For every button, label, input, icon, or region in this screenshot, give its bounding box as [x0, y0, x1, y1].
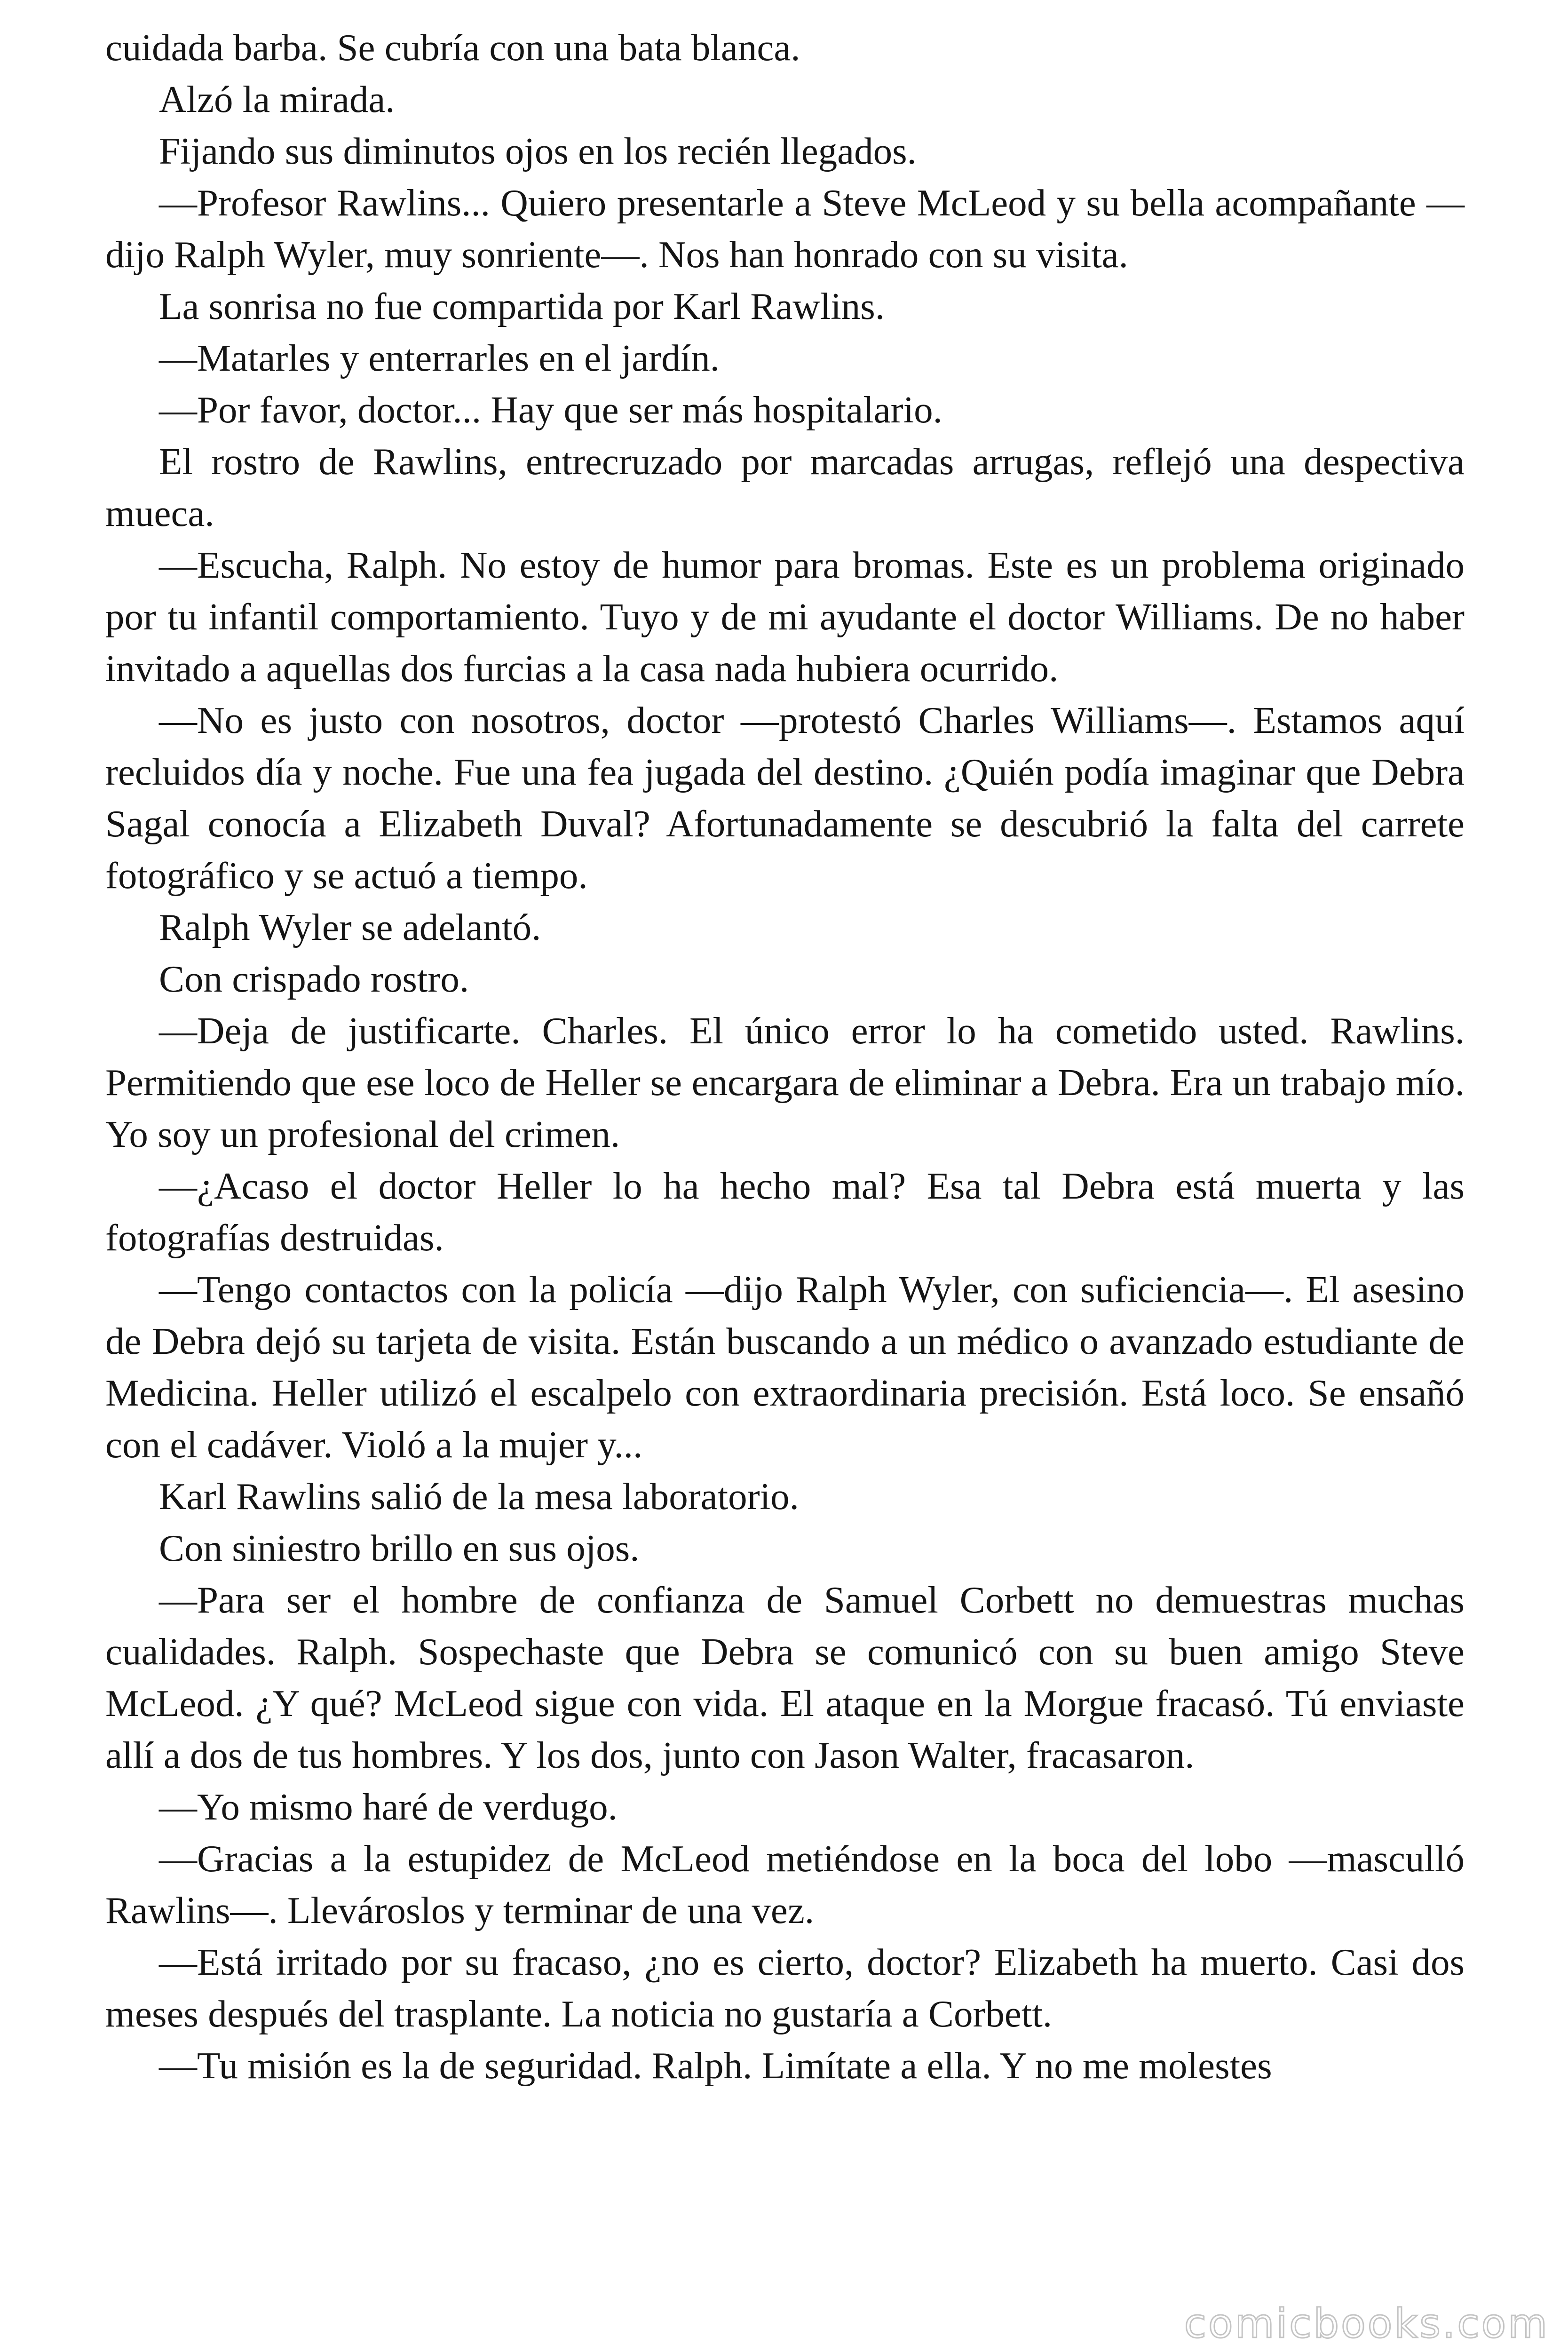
- paragraph-4: —Profesor Rawlins... Quiero presentarle a Steve McLeod y su bella acompañante —dijo Ralph Wyler, muy sonriente—. Nos han honrado con su visita.: [105, 182, 1465, 276]
- paragraph-10: —No es justo con nosotros, doctor —protestó Charles Williams—. Estamos aquí recluidos día y noche. Fue una fea jugada del destino. ¿Quién podía imaginar que Debra Sagal conocía a Elizabeth Duval? Afortunadamente se descubrió la falta del carrete fotográfico y se actuó a tiempo.: [105, 699, 1465, 897]
- paragraph-21: —Está irritado por su fracaso, ¿no es cierto, doctor? Elizabeth ha muerto. Casi dos meses después del trasplante. La noticia no gustaría a Corbett.: [105, 1941, 1465, 2035]
- paragraph-19: —Yo mismo haré de verdugo.: [159, 1786, 618, 1828]
- paragraph-5: La sonrisa no fue compartida por Karl Rawlins.: [159, 285, 885, 327]
- paragraph-2: Alzó la mirada.: [159, 78, 395, 120]
- paragraph-22: —Tu misión es la de seguridad. Ralph. Limítate a ella. Y no me molestes: [159, 2044, 1272, 2087]
- paragraph-17: Con siniestro brillo en sus ojos.: [159, 1527, 640, 1569]
- paragraph-8: El rostro de Rawlins, entrecruzado por marcadas arrugas, reflejó una despectiva mueca.: [105, 440, 1465, 534]
- watermark-logo: comicbooks.com: [1184, 2300, 1549, 2347]
- paragraph-1: cuidada barba. Se cubría con una bata blanca.: [105, 26, 800, 69]
- paragraph-15: —Tengo contactos con la policía —dijo Ralph Wyler, con suficiencia—. El asesino de Debra dejó su tarjeta de visita. Están buscando a un médico o avanzado estudiante de Medicina. Heller utilizó el escalpelo con extraordinaria precisión. Está loco. Se ensañó con el cadáver. Violó a la mujer y...: [105, 1268, 1465, 1466]
- paragraph-7: —Por favor, doctor... Hay que ser más hospitalario.: [159, 389, 942, 431]
- paragraph-12: Con crispado rostro.: [159, 958, 469, 1000]
- paragraph-13: —Deja de justificarte. Charles. El único error lo ha cometido usted. Rawlins. Permitiendo que ese loco de Heller se encargara de eliminar a Debra. Era un trabajo mío. Yo soy un profesional del crimen.: [105, 1009, 1465, 1155]
- paragraph-9: —Escucha, Ralph. No estoy de humor para bromas. Este es un problema originado por tu infantil comportamiento. Tuyo y de mi ayudante el doctor Williams. De no haber invitado a aquellas dos furcias a la casa nada hubiera ocurrido.: [105, 544, 1465, 690]
- paragraph-3: Fijando sus diminutos ojos en los recién llegados.: [159, 130, 917, 172]
- paragraph-14: —¿Acaso el doctor Heller lo ha hecho mal? Esa tal Debra está muerta y las fotografías destruidas.: [105, 1165, 1465, 1259]
- paragraph-6: —Matarles y enterrarles en el jardín.: [159, 337, 720, 379]
- paragraph-11: Ralph Wyler se adelantó.: [159, 906, 541, 948]
- paragraph-16: Karl Rawlins salió de la mesa laboratorio.: [159, 1475, 799, 1518]
- paragraph-20: —Gracias a la estupidez de McLeod metiéndose en la boca del lobo —masculló Rawlins—. Llevároslos y terminar de una vez.: [105, 1837, 1465, 1931]
- book-page-text: [105, 22, 1465, 2091]
- paragraph-18: —Para ser el hombre de confianza de Samuel Corbett no demuestras muchas cualidades. Ralph. Sospechaste que Debra se comunicó con su buen amigo Steve McLeod. ¿Y qué? McLeod sigue con vida. El ataque en la Morgue fracasó. Tú enviaste allí a dos de tus hombres. Y los dos, junto con Jason Walter, fracasaron.: [105, 1579, 1465, 1776]
